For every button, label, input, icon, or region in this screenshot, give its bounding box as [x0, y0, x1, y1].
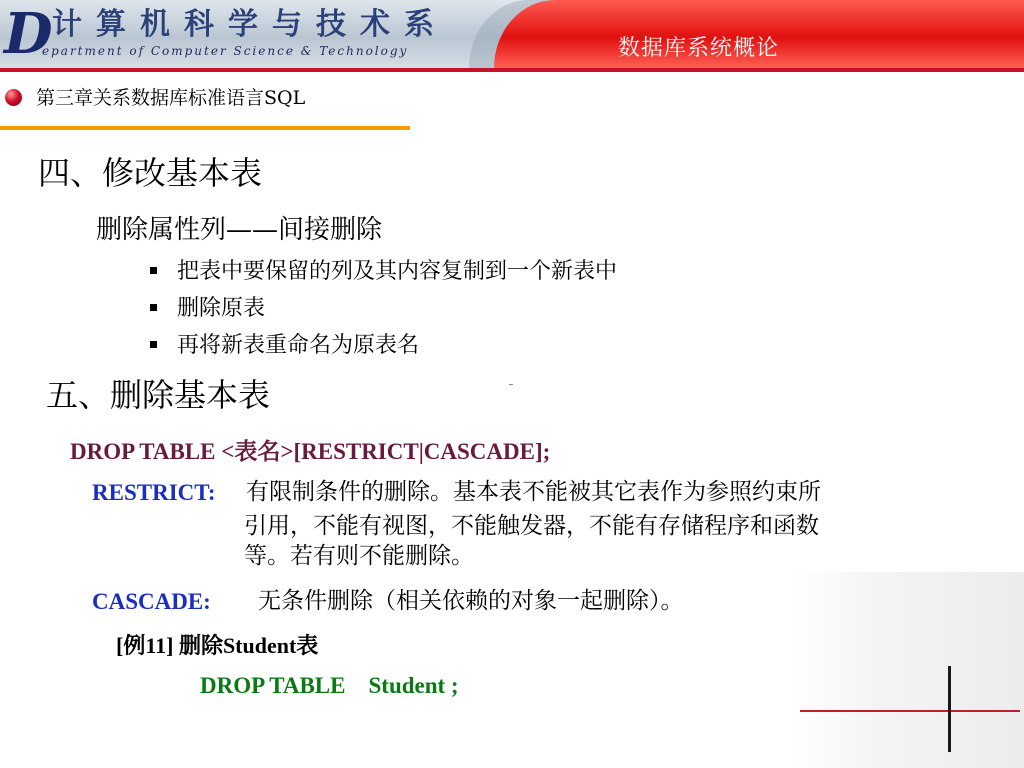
cascade-desc: 无条件删除（相关依赖的对象一起删除）。	[258, 588, 684, 614]
list-item-text: 删除原表	[177, 296, 266, 321]
restrict-keyword: RESTRICT:	[92, 480, 216, 505]
square-bullet-icon	[150, 304, 157, 311]
list-item-text: 把表中要保留的列及其内容复制到一个新表中	[177, 259, 618, 284]
example-label: [例11] 删除Student表	[116, 633, 319, 658]
chapter-title: 第三章关系数据库标准语言SQL	[36, 87, 306, 109]
square-bullet-icon	[150, 341, 157, 348]
restrict-desc-line-1: 有限制条件的删除。基本表不能被其它表作为参照约束所	[246, 479, 821, 505]
chapter-underline	[0, 126, 410, 130]
course-title: 数据库系统概论	[618, 36, 780, 61]
corner-decoration	[790, 572, 1024, 768]
dept-logo-icon: D	[4, 1, 53, 67]
section5-heading: 五、删除基本表	[46, 376, 271, 414]
list-item	[150, 258, 617, 286]
stray-mark	[509, 384, 513, 385]
section4-subheading: 删除属性列——间接删除	[96, 215, 383, 245]
crosshair-horizontal-line	[800, 710, 1020, 712]
banner-divider	[0, 68, 1024, 72]
list-item-text: 再将新表重命名为原表名	[177, 333, 420, 358]
chapter-bullet-icon	[5, 89, 22, 106]
drop-table-syntax: DROP TABLE <表名>[RESTRICT|CASCADE];	[70, 439, 551, 464]
cascade-keyword: CASCADE:	[92, 589, 211, 614]
restrict-desc-line-2: 引用，不能有视图，不能触发器，不能有存储程序和函数	[244, 513, 819, 539]
header-banner	[0, 0, 1024, 68]
list-item	[150, 332, 419, 360]
example-sql: DROP TABLE Student ;	[200, 673, 459, 698]
dept-name-en: epartment of Computer Science & Technology	[42, 44, 409, 58]
dept-name-cn: 计算机科学与技术系	[52, 7, 448, 42]
square-bullet-icon	[150, 267, 157, 274]
section4-heading: 四、修改基本表	[38, 154, 263, 192]
list-item	[150, 295, 265, 323]
crosshair-vertical-line	[948, 666, 951, 752]
restrict-desc-line-3: 等。若有则不能删除。	[244, 543, 474, 569]
